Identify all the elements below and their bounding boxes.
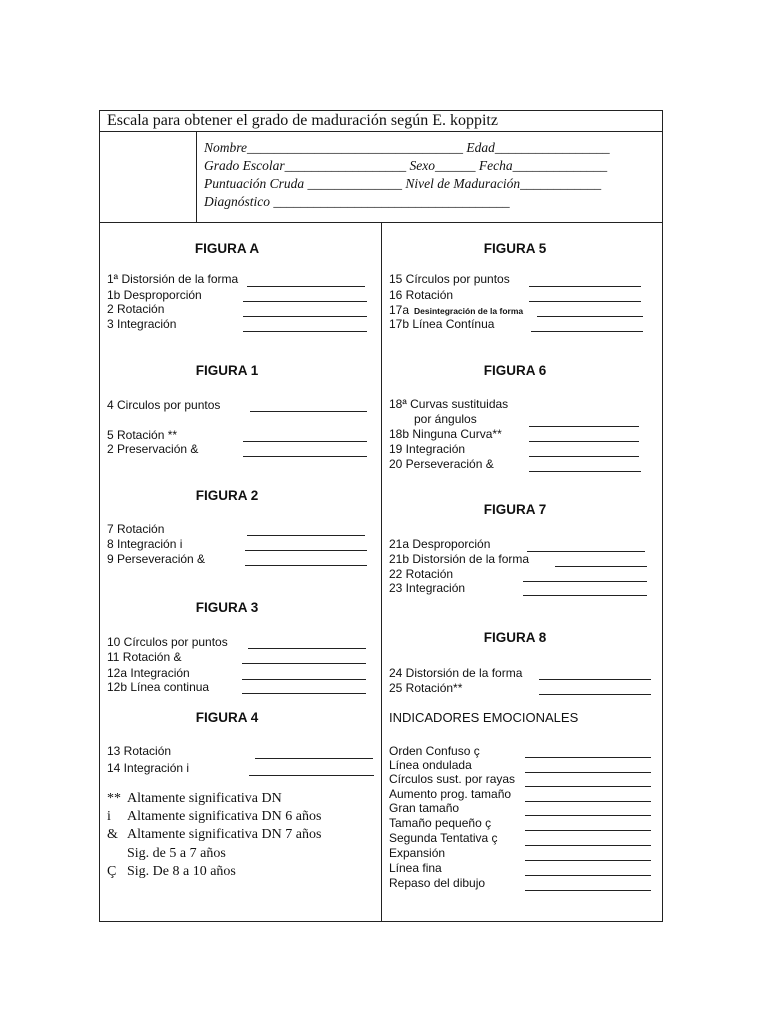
figura-4-item: 13 Rotación — [107, 744, 172, 758]
figura-7-item: 21b Distorsión de la forma — [389, 552, 530, 566]
figura-1-item: 4 Circulos por puntos — [107, 398, 221, 412]
legend-item — [107, 863, 236, 881]
score-blank[interactable] — [525, 875, 651, 876]
legend-text: Sig. de 5 a 7 años — [127, 846, 226, 861]
figura-6-item: 19 Integración — [389, 442, 466, 456]
figura-5-item: 16 Rotación — [389, 288, 454, 302]
score-blank[interactable] — [525, 860, 651, 861]
emotional-indicator-item: Tamaño pequeño ç — [389, 816, 492, 830]
grade-sex-date-field[interactable]: Grado Escolar__________________ Sexo______ Fecha______________ — [204, 158, 608, 173]
emotional-indicator-item: Orden Confuso ç — [389, 744, 480, 758]
figura-7-item: 22 Rotación — [389, 567, 454, 581]
score-blank[interactable] — [555, 566, 647, 567]
figura-a-item: 3 Integración — [107, 317, 177, 331]
score-blank[interactable] — [242, 693, 366, 694]
score-blank[interactable] — [525, 786, 651, 787]
figura-6-item: 18b Ninguna Curva** — [389, 427, 502, 441]
figura-8-title: FIGURA 8 — [483, 630, 547, 645]
legend-text: Altamente significativa DN — [127, 791, 282, 806]
score-blank[interactable] — [525, 830, 651, 831]
score-blank[interactable] — [529, 456, 639, 457]
figura-5-item-number: 17a — [389, 303, 410, 317]
legend-item — [107, 808, 321, 826]
legend-text: Sig. De 8 a 10 años — [127, 864, 236, 879]
score-blank[interactable] — [242, 663, 366, 664]
figura-a-item: 1ª Distorsión de la forma — [107, 272, 239, 286]
figura-5-item-text: Desintegración de la forma — [414, 306, 524, 316]
score-blank[interactable] — [243, 456, 367, 457]
emotional-indicator-item: Línea ondulada — [389, 758, 472, 772]
score-blank[interactable] — [525, 815, 651, 816]
score-blank[interactable] — [525, 845, 651, 846]
score-blank[interactable] — [529, 471, 641, 472]
legend-text: Altamente significativa DN 6 años — [127, 809, 322, 824]
legend-symbol: Ç — [107, 864, 117, 879]
score-blank[interactable] — [242, 679, 366, 680]
figura-7-title: FIGURA 7 — [483, 502, 547, 517]
figura-a-item: 1b Desproporción — [107, 288, 202, 302]
figura-7-item: 23 Integración — [389, 581, 466, 595]
score-blank[interactable] — [255, 758, 373, 759]
legend-item — [107, 845, 226, 863]
emotional-indicators-title: INDICADORES EMOCIONALES — [389, 710, 579, 725]
score-blank[interactable] — [529, 426, 639, 427]
legend-text: Altamente significativa DN 7 años — [127, 827, 322, 842]
score-blank[interactable] — [525, 890, 651, 891]
legend-symbol: i — [107, 809, 111, 824]
score-blank[interactable] — [523, 581, 647, 582]
figura-3-item: 12a Integración — [107, 666, 190, 680]
score-blank[interactable] — [525, 801, 651, 802]
figura-a-title: FIGURA A — [194, 241, 260, 256]
figura-6-item: 20 Perseveración & — [389, 457, 494, 471]
figura-3-item: 12b Línea continua — [107, 680, 210, 694]
emotional-indicator-item: Línea fina — [389, 861, 442, 875]
score-blank[interactable] — [243, 331, 367, 332]
figura-3-item: 10 Círculos por puntos — [107, 635, 228, 649]
figura-5-item: 15 Círculos por puntos — [389, 272, 510, 286]
score-blank[interactable] — [248, 648, 366, 649]
figura-2-item: 8 Integración i — [107, 537, 183, 551]
score-blank[interactable] — [537, 316, 643, 317]
figura-5-item: 17b Línea Contínua — [389, 317, 495, 331]
emotional-indicator-item: Aumento prog. tamaño — [389, 787, 512, 801]
score-blank[interactable] — [539, 694, 651, 695]
score-blank[interactable] — [529, 286, 641, 287]
legend-item — [107, 826, 321, 844]
figura-7-item: 21a Desproporción — [389, 537, 491, 551]
score-blank[interactable] — [527, 551, 645, 552]
figura-5-title: FIGURA 5 — [483, 241, 547, 256]
figura-1-item: 2 Preservación & — [107, 442, 199, 456]
diagnosis-field[interactable]: Diagnóstico ___________________________________ — [204, 194, 510, 209]
score-blank[interactable] — [243, 316, 367, 317]
legend-symbol: & — [107, 827, 118, 842]
emotional-indicator-item: Círculos sust. por rayas — [389, 772, 516, 786]
figura-4-item: 14 Integración i — [107, 761, 190, 775]
title-row — [100, 111, 662, 132]
form-title: Escala para obtener el grado de maduración según E. koppitz — [107, 112, 498, 129]
score-blank[interactable] — [243, 441, 367, 442]
figura-1-item: 5 Rotación ** — [107, 428, 178, 442]
emotional-indicator-item: Repaso del dibujo — [389, 876, 486, 890]
score-blank[interactable] — [525, 772, 651, 773]
koppitz-form — [99, 110, 663, 922]
legend-symbol: ** — [107, 791, 121, 806]
emotional-indicator-item: Expansión — [389, 846, 446, 860]
column-divider — [381, 223, 382, 921]
emotional-indicator-item: Gran tamaño — [389, 801, 460, 815]
raw-score-maturity-field[interactable]: Puntuación Cruda ______________ Nivel de Maduración____________ — [204, 176, 602, 191]
figura-2-title: FIGURA 2 — [195, 488, 259, 503]
figura-3-title: FIGURA 3 — [195, 600, 259, 615]
score-blank[interactable] — [529, 301, 641, 302]
score-blank[interactable] — [539, 679, 651, 680]
score-blank[interactable] — [525, 757, 651, 758]
score-blank[interactable] — [245, 550, 367, 551]
figura-8-item: 25 Rotación** — [389, 681, 463, 695]
emotional-indicator-item: Segunda Tentativa ç — [389, 831, 498, 845]
score-blank[interactable] — [249, 775, 374, 776]
name-age-field[interactable]: Nombre________________________________ Edad_________________ — [204, 140, 610, 155]
score-blank[interactable] — [247, 535, 365, 536]
score-blank[interactable] — [250, 411, 367, 412]
score-blank[interactable] — [247, 286, 365, 287]
figura-8-item: 24 Distorsión de la forma — [389, 666, 523, 680]
student-info-block — [100, 132, 662, 223]
score-blank[interactable] — [243, 301, 367, 302]
figura-3-item: 11 Rotación & — [107, 650, 182, 664]
figura-2-item: 9 Perseveración & — [107, 552, 206, 566]
score-blank[interactable] — [529, 441, 639, 442]
score-blank[interactable] — [245, 565, 367, 566]
figura-4-title: FIGURA 4 — [195, 710, 259, 725]
legend-item — [107, 790, 282, 808]
score-blank[interactable] — [523, 595, 647, 596]
figura-6-title: FIGURA 6 — [483, 363, 547, 378]
score-blank[interactable] — [531, 331, 643, 332]
figura-a-item: 2 Rotación — [107, 302, 165, 316]
figura-6-item: por ángulos — [414, 412, 477, 426]
figura-6-item: 18ª Curvas sustituidas — [389, 397, 509, 411]
figura-2-item: 7 Rotación — [107, 522, 165, 536]
figura-1-title: FIGURA 1 — [195, 363, 259, 378]
header-divider — [196, 132, 197, 222]
